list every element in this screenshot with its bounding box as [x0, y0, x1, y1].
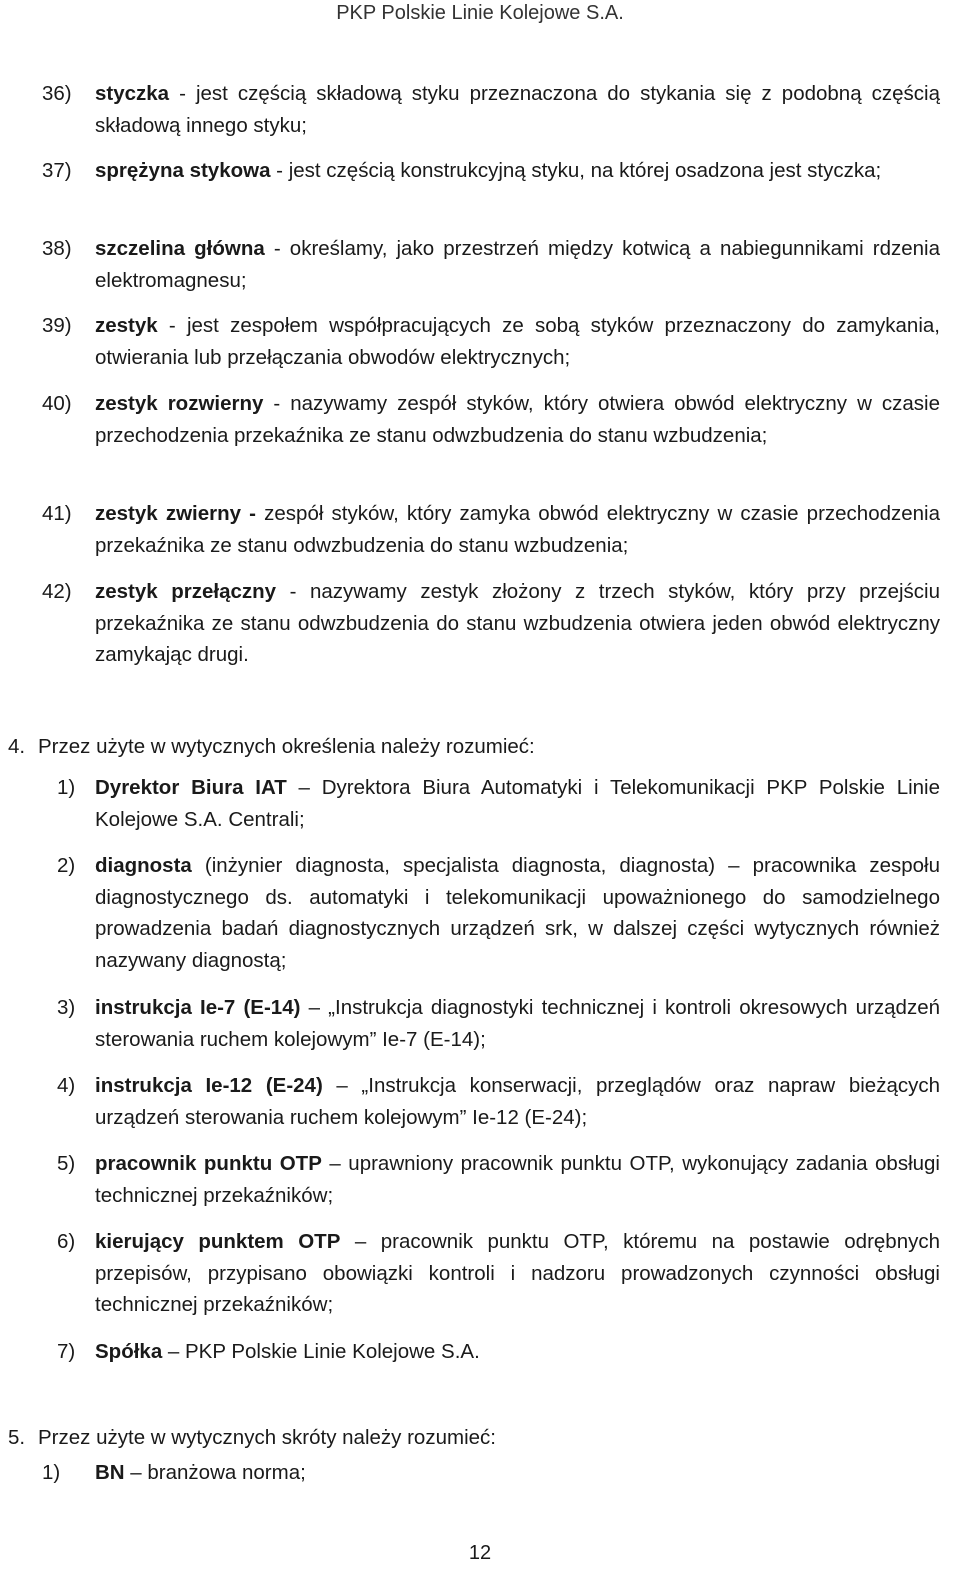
item-number: 39): [42, 314, 72, 337]
item-text: – branżowa norma;: [124, 1461, 306, 1484]
definition-item: [57, 772, 941, 835]
item-number: 5): [57, 1152, 76, 1175]
item-text: (inżynier diagnosta, specjalista diagnosta, diagnosta) – pracownika zespołu diagnostycznego ds. automatyki i telekomunikacji upoważnionego do samodzielnego prowadzenia badań diagnostycznych urządzeń srk, w dalszej części wytycznych również nazywany diagnostą;: [95, 854, 940, 972]
item-text: - jest częścią składową styku przeznaczona do stykania się z podobną częścią składową innego styku;: [95, 82, 940, 137]
section-number: 4.: [8, 735, 26, 758]
definition-item: [42, 498, 941, 561]
item-term: Spółka: [95, 1340, 163, 1363]
item-term: kierujący punktem OTP: [95, 1230, 341, 1253]
definition-item: [57, 850, 940, 976]
definition-item: [57, 992, 940, 1055]
definition-item: [42, 78, 940, 141]
section-title: Przez użyte w wytycznych skróty należy rozumieć:: [38, 1426, 496, 1449]
section-number: 5.: [8, 1426, 26, 1449]
definition-item: [42, 155, 940, 187]
item-number: 3): [57, 996, 76, 1019]
item-term: zestyk przełączny: [95, 580, 277, 603]
item-number: 38): [42, 237, 72, 260]
item-text: - jest zespołem współpracujących ze sobą styków przeznaczony do zamykania, otwierania lub przełączania obwodów elektrycznych;: [95, 314, 940, 369]
definition-item: [42, 388, 940, 451]
item-text: – PKP Polskie Linie Kolejowe S.A.: [162, 1340, 480, 1363]
section-heading: [8, 1422, 496, 1454]
item-text: – uprawniony pracownik punktu OTP, wykonujący zadania obsługi technicznej przekaźników;: [95, 1152, 940, 1207]
item-number: 1): [57, 776, 76, 799]
item-number: 37): [42, 159, 72, 182]
item-number: 40): [42, 392, 72, 415]
item-text: – pracownik punktu OTP, któremu na postawie odrębnych przepisów, przypisano obowiązki kontroli i nadzoru prowadzonych czynności obsługi technicznej przekaźników;: [95, 1230, 940, 1316]
item-term: sprężyna stykowa: [95, 159, 271, 182]
page-header: PKP Polskie Linie Kolejowe S.A.: [336, 2, 624, 24]
item-text: - nazywamy zespół styków, który otwiera obwód elektryczny w czasie przechodzenia przekaźnika ze stanu odwzbudzenia do stanu wzbudzenia;: [95, 392, 940, 447]
item-number: 4): [57, 1074, 76, 1097]
item-term: instrukcja Ie-7 (E-14): [95, 996, 301, 1019]
item-text: – „Instrukcja konserwacji, przeglądów oraz napraw bieżących urządzeń sterowania ruchem kolejowym” Ie-12 (E-24);: [95, 1074, 940, 1129]
definition-item: [42, 310, 940, 373]
item-term: zestyk: [95, 314, 158, 337]
item-text: - nazywamy zestyk złożony z trzech styków, który przy przejściu przekaźnika ze stanu odwzbudzenia do stanu wzbudzenia otwiera jeden obwód elektryczny zamykając drugi.: [95, 580, 940, 666]
item-term: pracownik punktu OTP: [95, 1152, 322, 1175]
item-term: diagnosta: [95, 854, 192, 877]
item-term: szczelina główna: [95, 237, 265, 260]
item-term: zestyk zwierny -: [95, 502, 256, 525]
item-term: styczka: [95, 82, 170, 105]
item-text: - określamy, jako przestrzeń między kotwicą a nabiegunnikami rdzenia elektromagnesu;: [95, 237, 940, 292]
item-text: - jest częścią konstrukcyjną styku, na której osadzona jest styczka;: [270, 159, 882, 182]
definition-item: [57, 1336, 940, 1368]
item-term: BN: [95, 1461, 125, 1484]
item-number: 42): [42, 580, 72, 603]
page-number: 12: [468, 1542, 492, 1564]
item-term: Dyrektor Biura IAT: [95, 776, 287, 799]
definition-item: [42, 1457, 940, 1489]
definition-item: [57, 1070, 940, 1133]
item-number: 36): [42, 82, 72, 105]
item-number: 6): [57, 1230, 76, 1253]
definition-item: [42, 576, 940, 671]
item-number: 7): [57, 1340, 76, 1363]
item-number: 1): [42, 1461, 61, 1484]
item-text: – „Instrukcja diagnostyki technicznej i kontroli okresowych urządzeń sterowania ruchem kolejowym” Ie-7 (E-14);: [95, 996, 940, 1051]
definition-item: [57, 1148, 940, 1211]
item-text: – Dyrektora Biura Automatyki i Telekomunikacji PKP Polskie Linie Kolejowe S.A. Centrali;: [95, 776, 941, 831]
item-text: zespół styków, który zamyka obwód elektryczny w czasie przechodzenia przekaźnika ze stanu odwzbudzenia do stanu wzbudzenia;: [95, 502, 941, 557]
section-heading: [8, 731, 535, 763]
definition-item: [42, 233, 940, 296]
section-title: Przez użyte w wytycznych określenia należy rozumieć:: [38, 735, 535, 758]
item-term: zestyk rozwierny: [95, 392, 264, 415]
item-term: instrukcja Ie-12 (E-24): [95, 1074, 323, 1097]
definition-item: [57, 1226, 940, 1321]
item-number: 41): [42, 502, 72, 525]
item-number: 2): [57, 854, 76, 877]
